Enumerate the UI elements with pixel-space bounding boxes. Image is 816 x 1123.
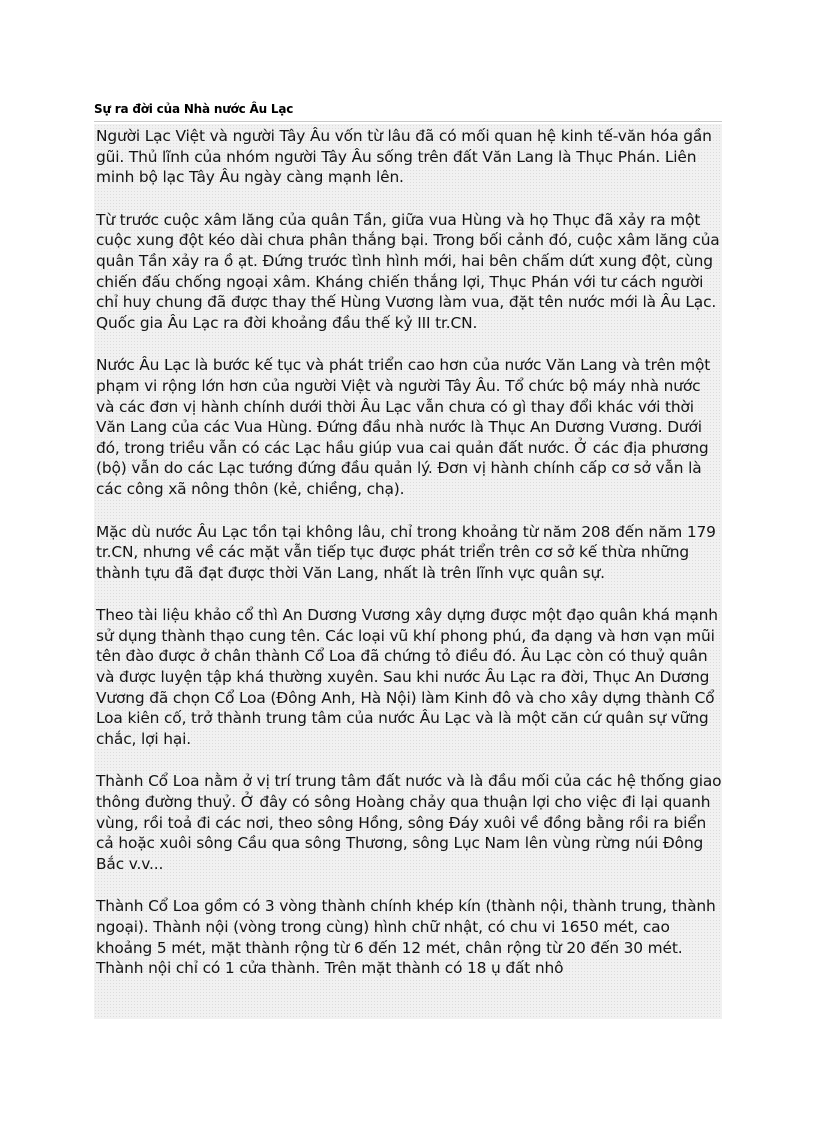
title-divider — [94, 121, 722, 122]
article-body — [94, 124, 722, 979]
paragraph-3: Nước Âu Lạc là bước kế tục và phát triển cao hơn của nước Văn Lang và trên một phạm vi rộng lớn hơn của người Việt và người Tây Âu. Tổ chức bộ máy nhà nước và các đơn vị hành chính dưới thời Âu Lạc vẫn chưa có gì thay đổi khác với thời Văn Lang của các Vua Hùng. Đứng đầu nhà nước là Thục An Dương Vương. Dưới đó, trong triều vẫn có các Lạc hầu giúp vua cai quản đất nước. Ở các địa phương (bộ) vẫn do các Lạc tướng đứng đầu quản lý. Đơn vị hành chính cấp cơ sở vẫn là các công xã nông thôn (kẻ, chiềng, chạ). — [96, 356, 711, 498]
paragraph-2: Từ trước cuộc xâm lăng của quân Tần, giữa vua Hùng và họ Thục đã xảy ra một cuộc xung đột kéo dài chưa phân thắng bại. Trong bối cảnh đó, cuộc xâm lăng của quân Tần xảy ra ồ ạt. Đứng trước tình hình mới, hai bên chấm dứt xung đột, cùng chiến đấu chống ngoại xâm. Kháng chiến thắng lợi, Thục Phán với tư cách người chỉ huy chung đã được thay thế Hùng Vương làm vua, đặt tên nước mới là Âu Lạc. Quốc gia Âu Lạc ra đời khoảng đầu thế kỷ III tr.CN. — [96, 210, 720, 332]
paragraph-1: Người Lạc Việt và người Tây Âu vốn từ lâu đã có mối quan hệ kinh tế-văn hóa gần gũi. Thủ lĩnh của nhóm người Tây Âu sống trên đất Văn Lang là Thục Phán. Liên minh bộ lạc Tây Âu ngày càng mạnh lên. — [96, 127, 712, 187]
paragraph-6: Thành Cổ Loa nằm ở vị trí trung tâm đất nước và là đầu mối của các hệ thống giao thông đường thuỷ. Ở đây có sông Hoàng chảy qua thuận lợi cho việc đi lại quanh vùng, rồi toả đi các nơi, theo sông Hồng, sông Đáy xuôi về đồng bằng rồi ra biển cả hoặc xuôi sông Cầu qua sông Thương, sông Lục Nam lên vùng rừng núi Đông Bắc v.v... — [96, 772, 722, 873]
paragraph-4: Mặc dù nước Âu Lạc tồn tại không lâu, chỉ trong khoảng từ năm 208 đến năm 179 tr.CN, nhưng về các mặt vẫn tiếp tục được phát triển trên cơ sở kế thừa những thành tựu đã đạt được thời Văn Lang, nhất là trên lĩnh vực quân sự. — [96, 522, 716, 582]
page-title: Sự ra đời của Nhà nước Âu Lạc — [94, 102, 294, 116]
paragraph-7: Thành Cổ Loa gồm có 3 vòng thành chính khép kín (thành nội, thành trung, thành ngoại). Thành nội (vòng trong cùng) hình chữ nhật, có chu vi 1650 mét, cao khoảng 5 mét, mặt thành rộng từ 6 đến 12 mét, chân rộng từ 20 đến 30 mét. Thành nội chỉ có 1 cửa thành. Trên mặt thành có 18 ụ đất nhô — [96, 897, 716, 978]
page-bottom-divider — [30, 1120, 786, 1121]
article-content-area — [94, 124, 722, 1019]
paragraph-5: Theo tài liệu khảo cổ thì An Dương Vương xây dựng được một đạo quân khá mạnh sử dụng thành thạo cung tên. Các loại vũ khí phong phú, đa dạng và hơn vạn mũi tên đào được ở chân thành Cổ Loa đã chứng tỏ điều đó. Âu Lạc còn có thuỷ quân và được luyện tập khá thường xuyên. Sau khi nước Âu Lạc ra đời, Thục An Dương Vương đã chọn Cổ Loa (Đông Anh, Hà Nội) làm Kinh đô và cho xây dựng thành Cổ Loa kiên cố, trở thành trung tâm của nước Âu Lạc và là một căn cứ quân sự vững chắc, lợi hại. — [96, 606, 718, 748]
